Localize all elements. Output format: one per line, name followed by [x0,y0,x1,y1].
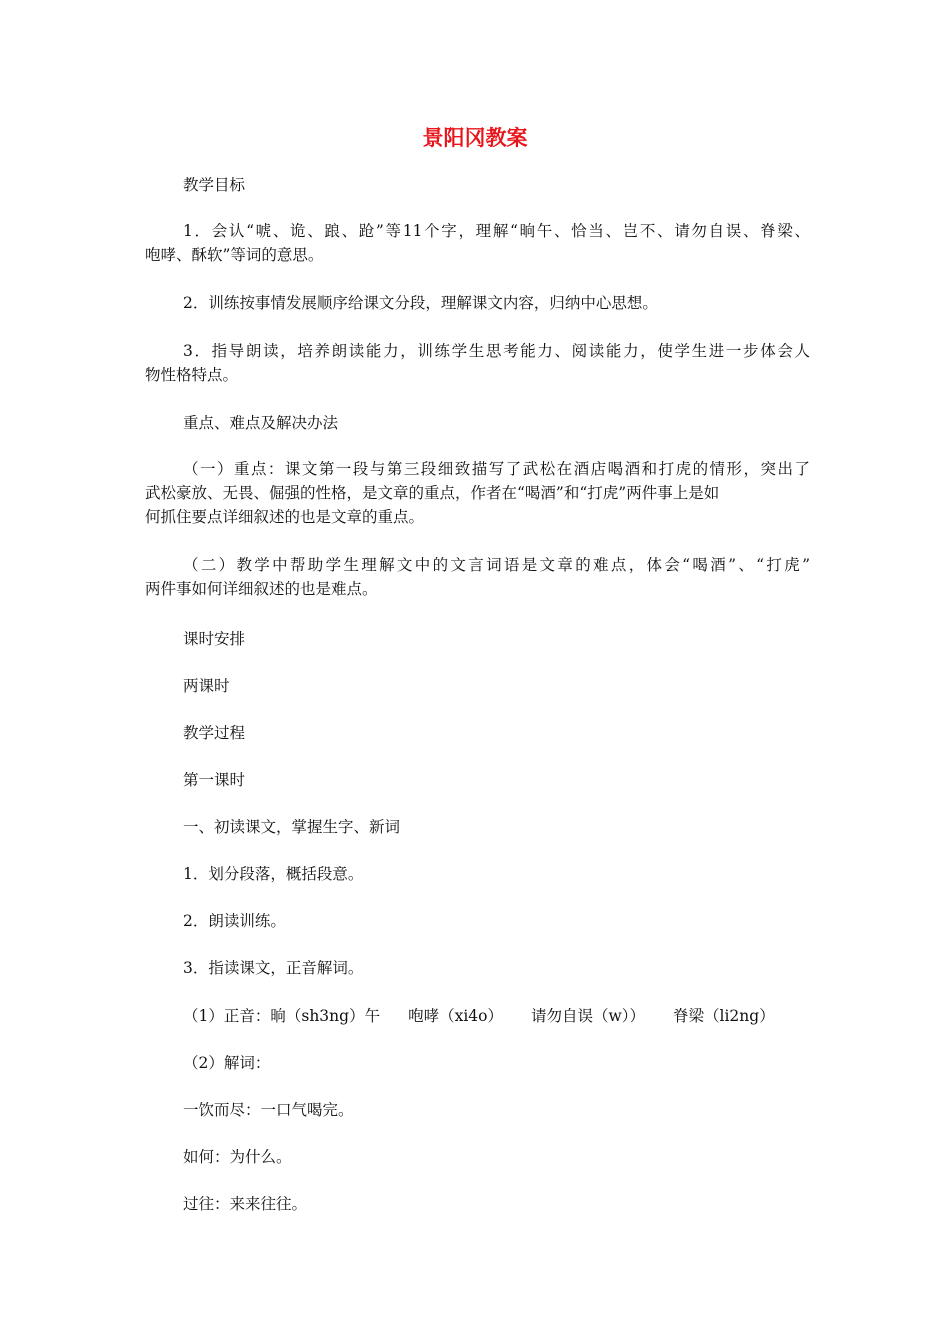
objective-1-line2: 咆哮、酥软”等词的意思。 [145,246,324,264]
vocab-3: 过往：来来往往。 [183,1195,308,1213]
vocab-2: 如何：为什么。 [183,1148,292,1166]
step-1-1: 1．划分段落，概括段意。 [183,865,364,883]
schedule-value: 两课时 [183,677,230,695]
objective-2: 2．训练按事情发展顺序给课文分段，理解课文内容，归纳中心思想。 [183,294,658,312]
pronunciation-1: （1）正音：晌（sh3ng）午 [183,1007,381,1025]
step-1-3: 3．指读课文，正音解词。 [183,959,364,977]
document-title: 景阳冈教案 [422,126,528,150]
pronunciation-line [183,1004,775,1028]
objective-3-line1: 3．指导朗读，培养朗读能力，训练学生思考能力、阅读能力，使学生进一步体会人 [183,342,810,360]
pronunciation-2: 咆哮（xi4o） [408,1007,503,1025]
objectives-heading: 教学目标 [183,176,246,194]
process-heading: 教学过程 [183,724,246,742]
vocab-label: （2）解词： [183,1054,271,1072]
objective-1-line1: 1．会认“唬、诡、踉、跄”等11个字，理解“晌午、恰当、岂不、请勿自误、脊梁、 [183,222,810,240]
pronunciation-4: 脊梁（li2ng） [673,1007,775,1025]
keypoint-1 [145,457,810,529]
vocab-1: 一饮而尽：一口气喝完。 [183,1101,354,1119]
keypoint-2 [145,553,810,601]
objective-3-line2: 物性格特点。 [145,366,239,384]
pronunciation-3: 请勿自误（w）） [530,1007,646,1025]
keypoint-1-line2: 武松豪放、无畏、倔强的性格，是文章的重点，作者在“喝酒”和“打虎”两件事上是如 [145,484,720,502]
keypoints-heading: 重点、难点及解决办法 [183,414,339,432]
keypoint-1-line1: （一）重点：课文第一段与第三段细致描写了武松在酒店喝酒和打虎的情形，突出了 [183,460,810,478]
keypoint-2-line1: （二）教学中帮助学生理解文中的文言词语是文章的难点，体会“喝酒”、“打虎” [183,556,810,574]
keypoint-1-line3: 何抓住要点详细叙述的也是文章的重点。 [145,508,425,526]
lesson-1-heading: 第一课时 [183,771,246,789]
objective-1 [145,219,810,267]
keypoint-2-line2: 两件事如何详细叙述的也是难点。 [145,580,378,598]
step-1: 一、初读课文，掌握生字、新词 [183,818,401,836]
step-1-2: 2．朗读训练。 [183,912,286,930]
schedule-heading: 课时安排 [183,630,246,648]
objective-3 [145,339,810,387]
